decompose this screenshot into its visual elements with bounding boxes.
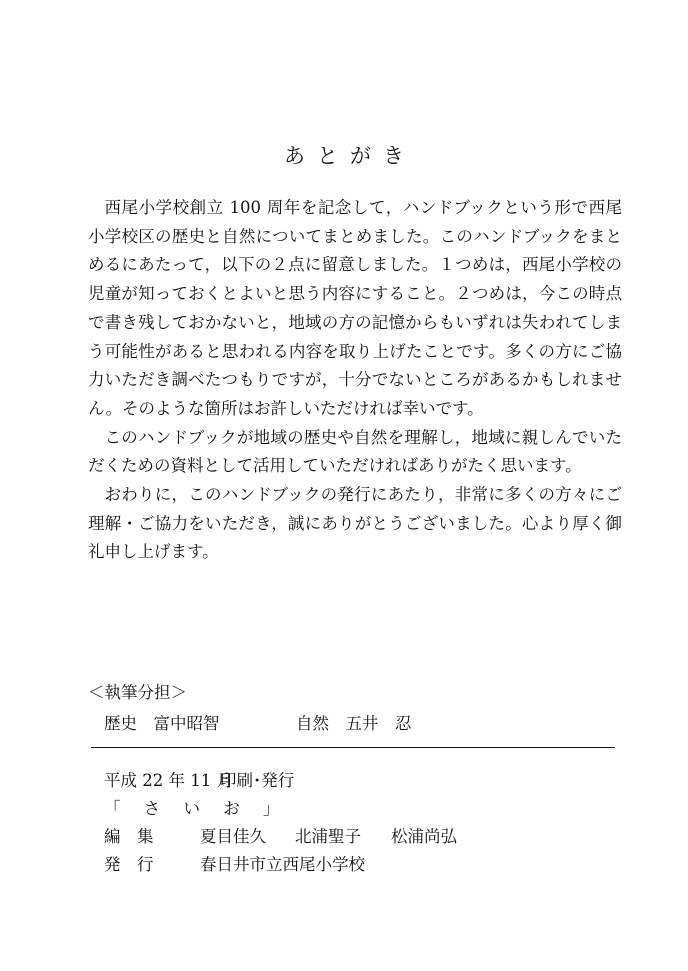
editor-2: 北浦聖子 [295, 827, 361, 846]
paragraph-3: おわりに，このハンドブックの発行にあたり，非常に多くの方々にご理解・ご協力をいただき，誠にありがとうございました。心より厚く御礼申し上げます。 [88, 485, 622, 562]
page-title: あとがき [284, 144, 416, 168]
credit-history: 歴史 富中昭智 [104, 714, 220, 733]
paragraph-2: このハンドブックが地域の歴史や自然を理解し，地域に親しんでいただくための資料として活用していただければありがたく思います。 [88, 427, 622, 476]
booklet-name: 「 さ い お 」 [104, 799, 289, 818]
divider-line [91, 747, 615, 748]
credits-row [104, 710, 412, 734]
credits-heading: ＜執筆分担＞ [88, 683, 187, 702]
editor-3: 松浦尚弘 [391, 827, 457, 846]
paragraph-1: 西尾小学校創立 100 周年を記念して，ハンドブックという形で西尾小学校区の歴史と自然についてまとめました。このハンドブックをまとめるにあたって，以下の２点に留意しました。１つめは，西尾小学校の児童が知っておくとよいと思う内容にすること。２つめは，今この時点で書き残しておかないと，地域の方の記憶からもいずれは失われてしまう可能性があると思われる内容を取り上げたことです。多くの方にご協力いただき調べたつもりですが，十分でないところがあるかもしれません。そのような箇所はお許しいただければ幸いです。 [88, 198, 622, 418]
editor-1: 夏目佳久 [200, 827, 266, 846]
afterword-body [88, 194, 622, 567]
credit-nature: 自然 五井 忍 [296, 714, 412, 733]
publish-label: 印刷･発行 [220, 771, 295, 790]
publisher-label: 発 行 [104, 855, 154, 874]
publisher-name: 春日井市立西尾小学校 [200, 855, 365, 874]
editors-label: 編 集 [104, 827, 154, 846]
publish-date: 平成 22 年 11 月 [104, 771, 233, 790]
